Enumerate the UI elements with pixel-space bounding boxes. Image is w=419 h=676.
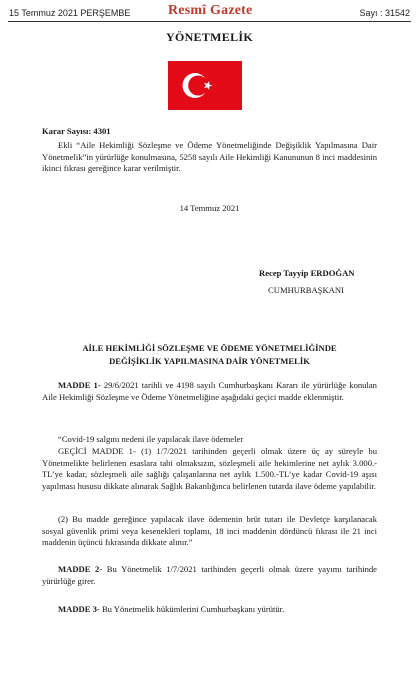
- gazette-title: Resmî Gazete: [168, 3, 253, 18]
- article-3: [42, 604, 377, 616]
- decision-number: Karar Sayısı: 4301: [42, 126, 111, 136]
- article-1-label: MADDE 1-: [58, 380, 101, 390]
- signer-title: CUMHURBAŞKANI: [268, 285, 344, 295]
- regulation-title-line2: DEĞİŞİKLİK YAPILMASINA DAİR YÖNETMELİK: [109, 356, 310, 366]
- decision-date: 14 Temmuz 2021: [179, 203, 240, 213]
- article-3-label: MADDE 3-: [58, 604, 100, 614]
- temporary-article-paragraph-2: (2) Bu madde gereğince yapılacak ilave ödemenin brüt tutarı ile Devletçe karşılanacak sosyal güvenlik primi veya kesenekleri toplamı, 18 inci maddenin dördüncü fıkrası ile 21 inci maddenin üçüncü fıkrasında dikkate alınır.”: [42, 514, 377, 547]
- article-2-label: MADDE 2-: [58, 564, 103, 574]
- temporary-article-label: GEÇİCİ MADDE 1-: [58, 446, 136, 456]
- turkish-flag-icon: [168, 61, 242, 110]
- article-2: [42, 564, 377, 587]
- article-1-text: 29/6/2021 tarihli ve 4198 sayılı Cumhurbaşkanı Kararı ile yürürlüğe konulan Aile Hekimliği Sözleşme ve Ödeme Yönetmeliğine aşağıdaki geçici madde eklenmiştir.: [42, 380, 377, 402]
- temporary-article-text: (1) 1/7/2021 tarihinden geçerli olmak üzere üç ay süreyle bu Yönetmelikte belirlenen esaslara tabi olmaksızın, sözleşmeli aile hekimlerine net aylık 3.000.-TL’ye kadar, sözleşmeli aile sağlığı çalışanlarına net aylık 1.500.-TL’ye kadar Covid-19 aşısı yapılması hususu dikkate alınarak Sağlık Bakanlığınca belirlenen tutarda ilave ödeme yapılabilir.: [42, 446, 377, 491]
- quote-heading: “Covid-19 salgını nedeni ile yapılacak ilave ödemeler: [58, 434, 244, 444]
- issue-date: 15 Temmuz 2021 PERŞEMBE: [9, 8, 131, 18]
- article-1: [42, 380, 377, 403]
- article-3-text: Bu Yönetmelik hükümlerini Cumhurbaşkanı yürütür.: [101, 604, 285, 614]
- temporary-article-1: [42, 446, 377, 492]
- issue-number: Sayı : 31542: [359, 8, 410, 18]
- decision-body: Ekli “Aile Hekimliği Sözleşme ve Ödeme Yönetmeliğinde Değişiklik Yapılmasına Dair Yönetmelik”in yürürlüğe konulmasına, 5258 sayılı Aile Hekimliği Kanununun 8 inci maddesinin ikinci fıkrası gereğince karar verilmiştir.: [42, 140, 377, 173]
- signer-name: Recep Tayyip ERDOĞAN: [259, 268, 355, 278]
- gazette-header: [0, 0, 419, 22]
- header-divider: [8, 21, 411, 22]
- regulation-title-line1: AİLE HEKİMLİĞİ SÖZLEŞME VE ÖDEME YÖNETMELİĞİNDE: [82, 343, 337, 353]
- article-2-text: Bu Yönetmelik 1/7/2021 tarihinden geçerli olmak üzere yayımı tarihinde yürürlüğe girer.: [42, 564, 377, 586]
- section-title: YÖNETMELİK: [165, 30, 253, 44]
